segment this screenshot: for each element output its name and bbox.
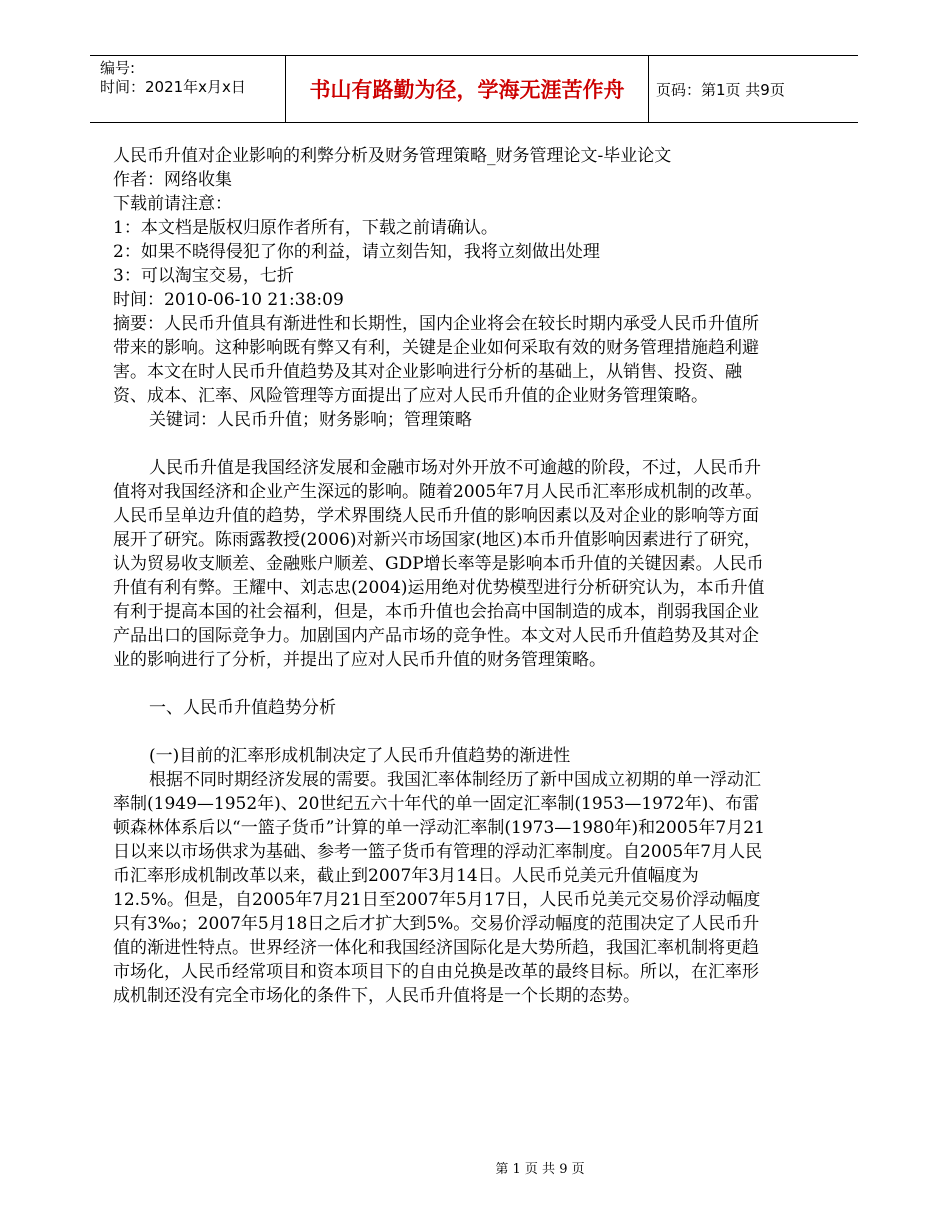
abstract: 摘要：人民币升值具有渐进性和长期性，国内企业将会在较长时期内承受人民币升值所带来的影响。这种影响既有弊又有利，关键是企业如何采取有效的财务管理措施趋利避害。本文在时人民币升值趋势及其对企业影响进行分析的基础上，从销售、投资、融资、成本、汇率、风险管理等方面提出了应对人民币升值的企业财务管理策略。	[113, 314, 759, 406]
document-body	[113, 144, 768, 1008]
keywords: 关键词：人民币升值；财务影响；管理策略	[149, 410, 472, 430]
number-label: 编号:	[100, 59, 136, 77]
doc-title: 人民币升值对企业影响的利弊分析及财务管理策略_财务管理论文-毕业论文	[113, 146, 672, 166]
section-heading: 一、人民币升值趋势分析	[149, 698, 336, 718]
doc-time: 时间：2010-06-10 21:38:09	[113, 290, 344, 310]
footer-page-number: 第 1 页 共 9 页	[495, 1162, 585, 1177]
subsection-heading: (一)目前的汇率形成机制决定了人民币升值趋势的渐进性	[149, 746, 571, 766]
page-footer	[0, 1158, 950, 1177]
header-motto: 书山有路勤为径，学海无涯苦作舟	[285, 56, 649, 122]
notice-title: 下载前请注意：	[113, 194, 232, 214]
page-header	[90, 55, 858, 123]
body-paragraph: 根据不同时期经济发展的需要。我国汇率体制经历了新中国成立初期的单一浮动汇率制(1949—1952年)、20世纪五六十年代的单一固定汇率制(1953—1972年)、布雷顿森林体系后以“一篮子货币”计算的单一浮动汇率制(1973—1980年)和2005年7月21日以来以市场供求为基础、参考一篮子货币有管理的浮动汇率制度。自2005年7月人民币汇率形成机制改革以来，截止到2007年3月14日。人民币兑美元升值幅度为12.5%。但是，自2005年7月21日至2007年5月17日，人民币兑美元交易价浮动幅度只有3‰；2007年5月18日之后才扩大到5%。交易价浮动幅度的范围决定了人民币升值的渐进性特点。世界经济一体化和我国经济国际化是大势所趋，我国汇率机制将更趋市场化，人民币经常项目和资本项目下的自由兑换是改革的最终目标。所以，在汇率形成机制还没有完全市场化的条件下，人民币升值将是一个长期的态势。	[113, 770, 765, 1006]
header-page-label: 页码：第1页 共9页	[656, 80, 785, 99]
notice-item: 3：可以淘宝交易，七折	[113, 266, 294, 286]
intro-paragraph: 人民币升值是我国经济发展和金融市场对外开放不可逾越的阶段，不过，人民币升值将对我国经济和企业产生深远的影响。随着2005年7月人民币汇率形成机制的改革。人民币呈单边升值的趋势，学术界围绕人民币升值的影响因素以及对企业的影响等方面展开了研究。陈雨露教授(2006)对新兴市场国家(地区)本币升值影响因素进行了研究，认为贸易收支顺差、金融账户顺差、GDP增长率等是影响本币升值的关键因素。人民币升值有利有弊。王耀中、刘志忠(2004)运用绝对优势模型进行分析研究认为，本币升值有利于提高本国的社会福利，但是，本币升值也会抬高中国制造的成本，削弱我国企业产品出口的国际竞争力。加剧国内产品市场的竞争性。本文对人民币升值趋势及其对企业的影响进行了分析，并提出了应对人民币升值的财务管理策略。	[113, 458, 765, 670]
header-meta	[100, 59, 246, 97]
notice-item: 2：如果不晓得侵犯了你的利益，请立刻告知，我将立刻做出处理	[113, 242, 600, 262]
doc-author: 作者：网络收集	[113, 170, 232, 190]
time-label: 时间：2021年x月x日	[100, 78, 246, 96]
notice-item: 1：本文档是版权归原作者所有，下载之前请确认。	[113, 218, 498, 238]
